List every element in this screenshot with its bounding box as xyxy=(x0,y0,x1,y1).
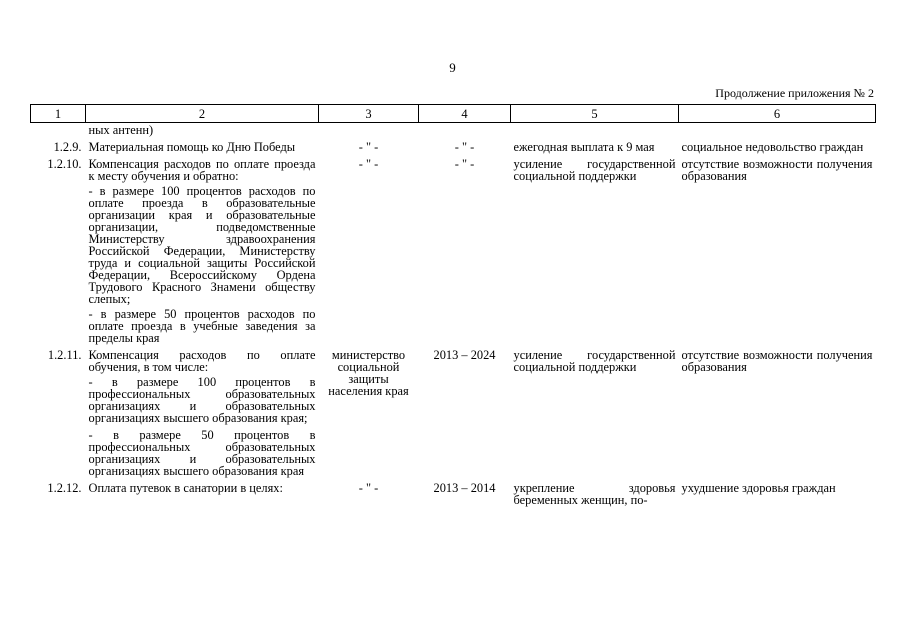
table-row xyxy=(31,123,876,137)
appendix-table xyxy=(30,104,876,506)
column-header: 6 xyxy=(679,105,876,123)
column-header: 1 xyxy=(31,105,86,123)
row-result: ежегодная выплата к 9 мая xyxy=(513,140,655,154)
row-consequence: ухудшение здоровья граждан xyxy=(681,481,836,495)
row-description xyxy=(86,477,319,506)
row-number xyxy=(31,123,86,137)
row-result: усиление государственной социальной поддержки xyxy=(513,348,676,374)
row-number: 1.2.11. xyxy=(47,348,82,362)
row-executor: министерство социальной защиты населения края xyxy=(328,348,409,398)
row-executor xyxy=(319,123,419,137)
row-consequence: социальное недовольство граждан xyxy=(681,140,864,154)
description-paragraph: Компенсация расходов по оплате проезда к месту обучения и обратно: xyxy=(88,157,316,183)
row-consequence xyxy=(679,123,876,137)
row-description xyxy=(86,123,319,137)
row-period: 2013 – 2024 xyxy=(433,348,496,362)
row-result xyxy=(511,123,679,137)
description-paragraph: Материальная помощь ко Дню Победы xyxy=(88,140,296,154)
row-executor: - " - xyxy=(358,481,379,495)
table-row xyxy=(31,153,876,344)
row-description xyxy=(86,153,319,344)
description-paragraph: - в размере 50 процентов в профессиональных образовательных организациях и образовательных организациях высшего образования края xyxy=(88,428,316,478)
continuation-label: Продолжение приложения № 2 xyxy=(715,86,874,100)
row-number: 1.2.9. xyxy=(53,140,82,154)
table-row xyxy=(31,344,876,477)
row-description xyxy=(86,136,319,153)
description-paragraph: Оплата путевок в санатории в целях: xyxy=(88,481,283,495)
column-header: 4 xyxy=(419,105,511,123)
description-paragraph: - в размере 50 процентов расходов по оплате проезда в учебные заведения за пределы края xyxy=(88,307,316,345)
row-executor: - " - xyxy=(358,140,379,154)
row-consequence: отсутствие возможности получения образования xyxy=(681,157,873,183)
description-paragraph: ных антенн) xyxy=(88,123,154,137)
table-header-row xyxy=(31,105,876,123)
page-number: 9 xyxy=(449,60,456,75)
row-result: усиление государственной социальной поддержки xyxy=(513,157,676,183)
row-period: 2013 – 2014 xyxy=(433,481,496,495)
row-period: - " - xyxy=(454,140,475,154)
description-paragraph: - в размере 100 процентов расходов по оплате проезда в образовательные организации края и образовательные организации, подведомственные Министерству здравоохранения Российской Федерации, Министерству труда и социальной защиты Российской Федерации, Всероссийскому Ордена Трудового Красного Знамени обществу слепых; xyxy=(88,184,316,306)
row-period: - " - xyxy=(454,157,475,171)
row-result: укрепление здоровья беременных женщин, по- xyxy=(513,481,676,507)
row-period xyxy=(419,123,511,137)
column-header: 3 xyxy=(319,105,419,123)
column-header: 2 xyxy=(86,105,319,123)
column-header: 5 xyxy=(511,105,679,123)
table-row xyxy=(31,136,876,153)
description-paragraph: - в размере 100 процентов в профессиональных образовательных организациях и образовательных организациях высшего образования края; xyxy=(88,375,316,425)
row-executor: - " - xyxy=(358,157,379,171)
table-row xyxy=(31,477,876,506)
row-number: 1.2.12. xyxy=(47,481,82,495)
row-number: 1.2.10. xyxy=(47,157,82,171)
row-description xyxy=(86,344,319,477)
row-consequence: отсутствие возможности получения образования xyxy=(681,348,873,374)
description-paragraph: Компенсация расходов по оплате обучения, в том числе: xyxy=(88,348,316,374)
